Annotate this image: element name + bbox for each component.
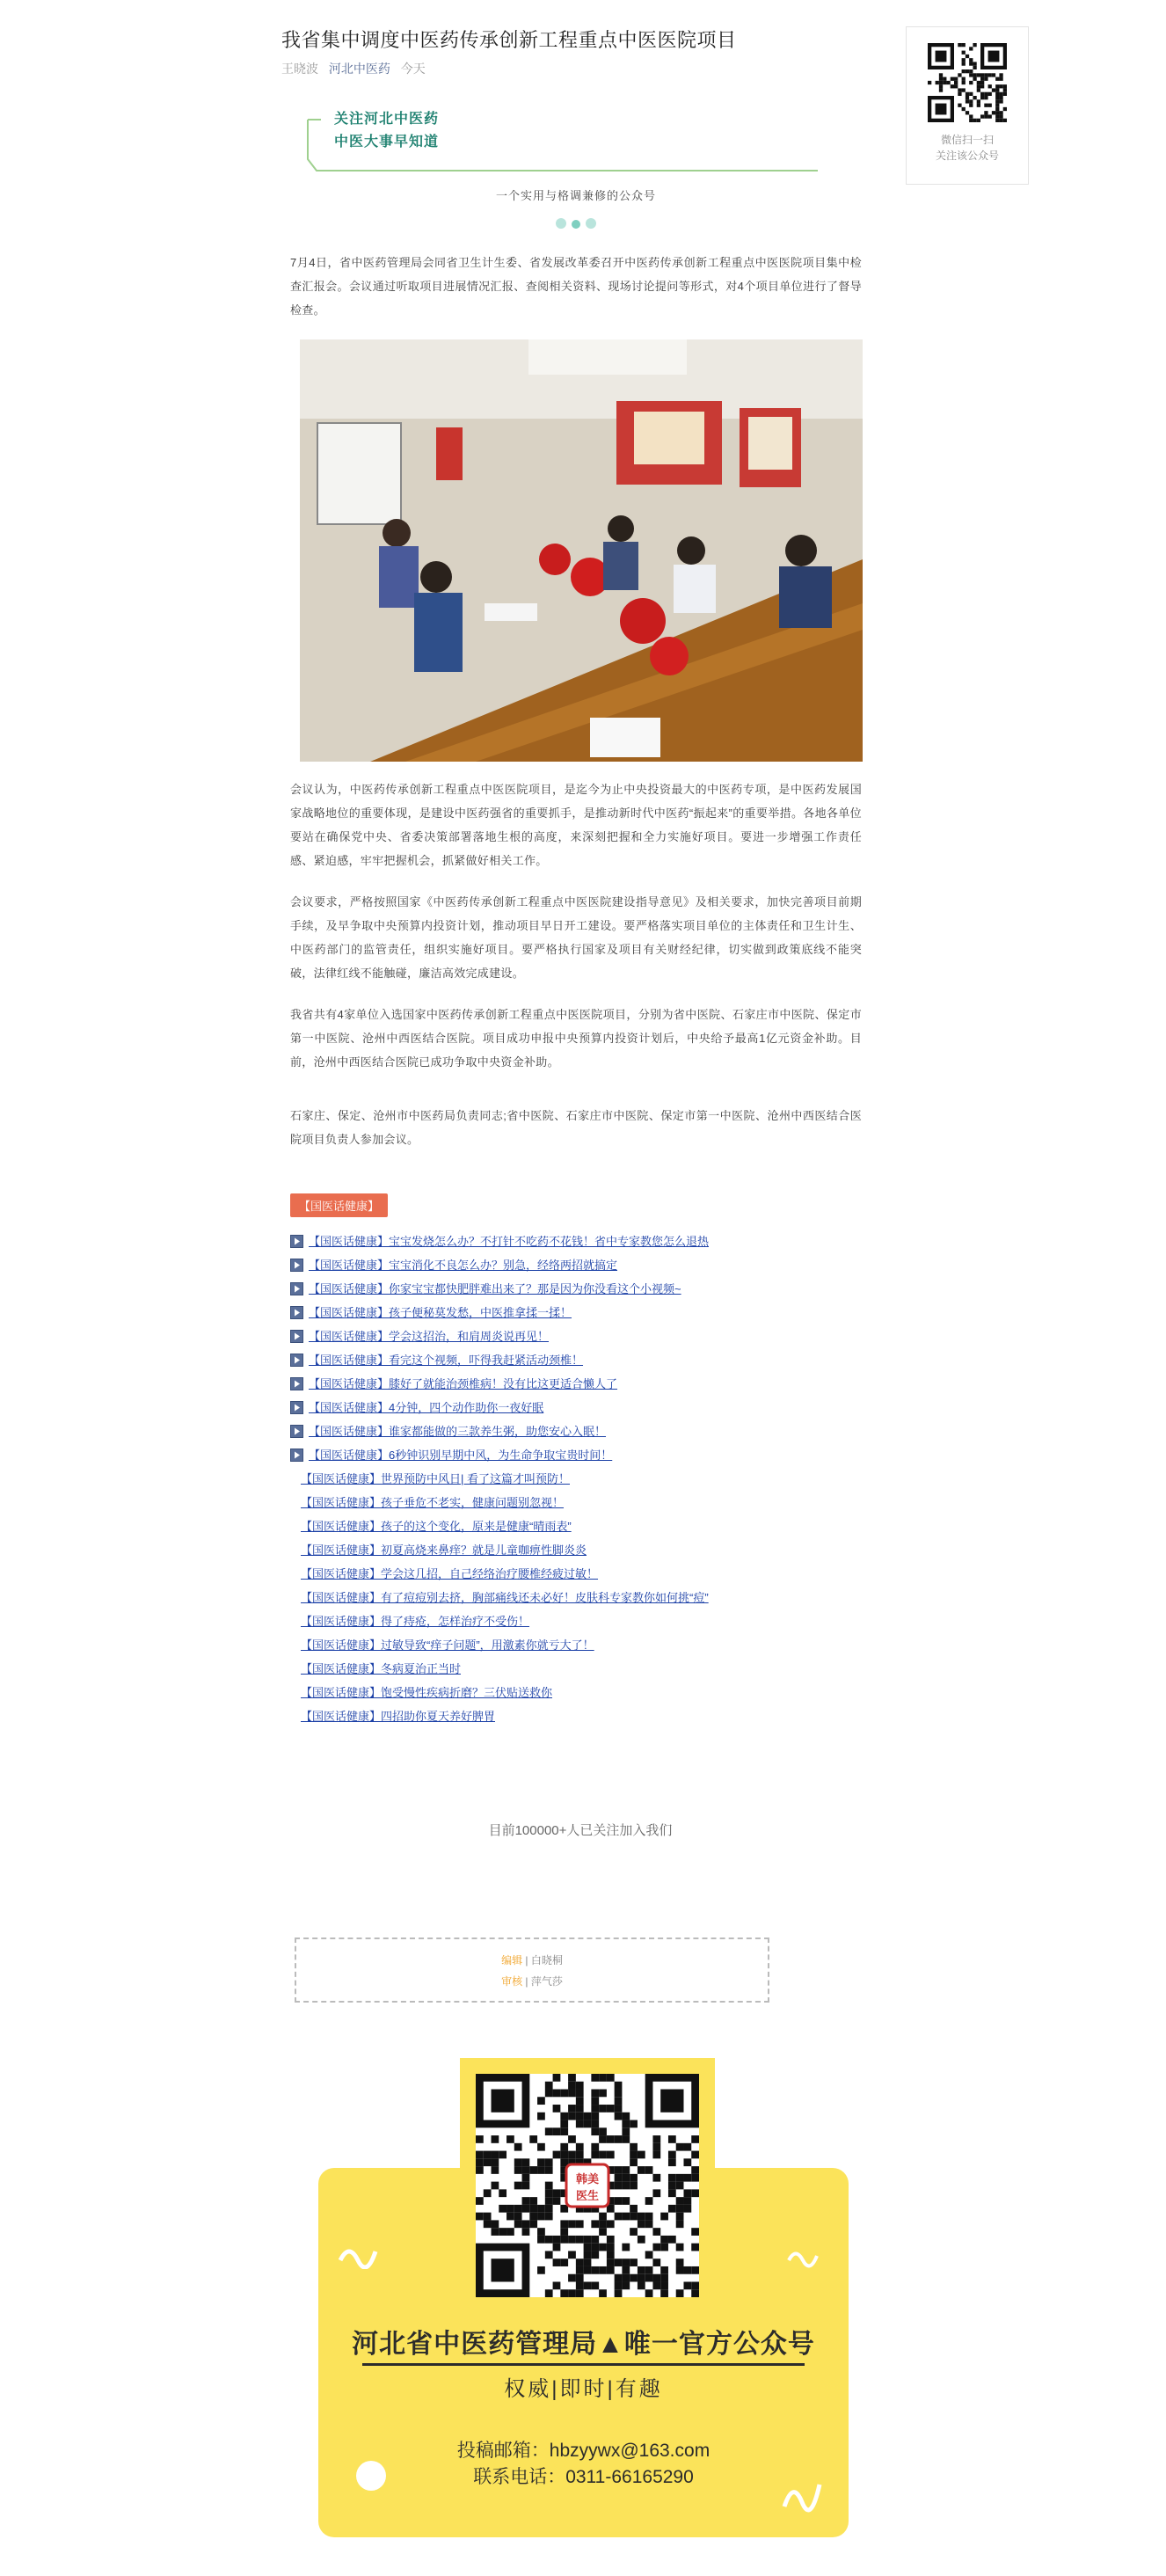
editor-value: 白晓桐 xyxy=(530,1954,563,1967)
footer-email[interactable]: 投稿邮箱：hbzyywx@163.com xyxy=(456,2441,711,2461)
play-icon xyxy=(290,1425,303,1438)
related-link[interactable] xyxy=(290,1324,871,1348)
related-link[interactable] xyxy=(290,1586,871,1609)
footer-subtitle: 权威|即时|有趣 xyxy=(504,2377,663,2401)
meeting-photo[interactable] xyxy=(300,339,863,762)
svg-text:医生: 医生 xyxy=(575,2190,600,2203)
related-link[interactable] xyxy=(290,1562,871,1586)
related-link[interactable] xyxy=(290,1657,871,1681)
related-link-text: 【国医话健康】学会这几招，自己经络治疗腰椎经疲过敏！ xyxy=(301,1567,599,1580)
footer-phone[interactable]: 联系电话：0311-66165290 xyxy=(473,2467,694,2487)
related-link-text: 【国医话健康】冬病夏治正当时 xyxy=(301,1662,462,1675)
related-links xyxy=(290,1230,871,1728)
related-link[interactable] xyxy=(290,1633,871,1657)
related-link[interactable] xyxy=(290,1681,871,1704)
qr-caption-2: 关注该公众号 xyxy=(935,150,999,162)
article-meta xyxy=(281,60,871,77)
related-link-text: 【国医话健康】学会这招治，和肩周炎说再见！ xyxy=(309,1330,550,1343)
related-link[interactable] xyxy=(290,1301,871,1324)
related-link[interactable] xyxy=(290,1491,871,1514)
seal-icon xyxy=(565,2163,610,2208)
related-link[interactable] xyxy=(290,1538,871,1562)
related-link-text: 【国医话健康】初夏高烧来鼻痒？就是儿童咖痹性脚炎炎 xyxy=(301,1543,587,1557)
squiggle-icon xyxy=(336,2234,380,2269)
related-link[interactable] xyxy=(290,1419,871,1443)
footer-qr-frame xyxy=(460,2058,715,2313)
related-link-text: 【国医话健康】你家宝宝都快肥胖难出来了？那是因为你没看这个小视频~ xyxy=(309,1282,681,1295)
related-link-text: 【国医话健康】6秒钟识别早期中风，为生命争取宝贵时间！ xyxy=(309,1449,613,1462)
squiggle-icon xyxy=(784,2243,820,2269)
banner-subtitle: 一个实用与格调兼修的公众号 xyxy=(495,189,656,202)
related-link-text: 【国医话健康】4分钟，四个动作助你一夜好眠 xyxy=(309,1401,544,1414)
play-icon xyxy=(290,1306,303,1319)
author-name: 王晓波 xyxy=(281,62,318,76)
related-link-text: 【国医话健康】谁家都能做的三款养生粥，助您安心入眠！ xyxy=(309,1425,607,1438)
play-icon xyxy=(290,1259,303,1272)
paragraph-5: 石家庄、保定、沧州市中医药局负责同志;省中医院、石家庄市中医院、保定市第一中医院、沧州中西医结合医院项目负责人参加会议。 xyxy=(290,1109,862,1146)
footer-rule xyxy=(362,2363,805,2366)
banner-line2: 中医大事早知道 xyxy=(334,135,440,150)
editor-line: 编辑 | 白晓桐 xyxy=(501,1954,563,1967)
related-link-text: 【国医话健康】过敏导致“痒子问题”，用激素你就亏大了！ xyxy=(301,1638,594,1652)
related-link-text: 【国医话健康】世界预防中风日| 看了这篇才叫预防！ xyxy=(301,1472,570,1485)
review-value: 萍气莎 xyxy=(530,1975,563,1988)
related-link-text: 【国医话健康】宝宝发烧怎么办？不打针不吃药不花钱！省中专家教您怎么退热 xyxy=(309,1235,710,1248)
play-icon xyxy=(290,1377,303,1390)
editor-key: 编辑 xyxy=(501,1954,523,1967)
article xyxy=(281,26,871,1728)
related-link-text: 【国医话健康】孩子垂危不老实，健康问题别忽视！ xyxy=(301,1496,565,1509)
related-link[interactable] xyxy=(290,1277,871,1301)
related-link[interactable] xyxy=(290,1704,871,1728)
related-link-text: 【国医话健康】四招助你夏天养好脾胃 xyxy=(301,1710,496,1723)
paragraph-3: 会议要求，严格按照国家《中医药传承创新工程重点中医医院建设指导意见》及相关要求，加快完善项目前期手续，及早争取中央预算内投资计划，推动项目早日开工建设。要严格落实项目单位的主体责任和卫生计生、中医药部门的监管责任，组织实施好项目。要严格执行国家及项目有关财经纪律，切实做到政策底线不能突破，法律红线不能触碰，廉洁高效完成建设。 xyxy=(290,895,862,980)
section-tag: 【国医话健康】 xyxy=(290,1193,388,1217)
play-icon xyxy=(290,1354,303,1367)
related-link-text: 【国医话健康】宝宝消化不良怎么办？别急，经络两招就搞定 xyxy=(309,1259,618,1272)
qr-caption-1: 微信扫一扫 xyxy=(940,134,994,146)
play-icon xyxy=(290,1449,303,1462)
related-link[interactable] xyxy=(290,1443,871,1467)
related-link-text: 【国医话健康】孩子便秘莫发愁，中医推拿揉一揉！ xyxy=(309,1306,572,1319)
play-icon xyxy=(290,1330,303,1343)
article-title: 我省集中调度中医药传承创新工程重点中医医院项目 xyxy=(281,29,737,51)
related-link-text: 【国医话健康】有了痘痘别去挤，胸部痛线还未必好！皮肤科专家教你如何挑“痘” xyxy=(301,1591,709,1604)
paragraph-2: 会议认为，中医药传承创新工程重点中医医院项目，是迄今为止中央投资最大的中医药专项，是中医药发展国家战略地位的重要体现，是建设中医药强省的重要抓手，是推动新时代中医药“振起来”的重要举措。各地各单位要站在确保党中央、省委决策部署落地生根的高度，来深刻把握和全力实施好项目。要进一步增强工作责任感、紧迫感，牢牢把握机会，抓紧做好相关工作。 xyxy=(290,783,862,867)
paragraph-1: 7月4日，省中医药管理局会同省卫生计生委、省发展改革委召开中医药传承创新工程重点中医医院项目集中检查汇报会。会议通过听取项目进展情况汇报、查阅相关资料、现场讨论提问等形式，对4个项目单位进行了督导检查。 xyxy=(290,256,862,317)
play-icon xyxy=(290,1235,303,1248)
review-line: 审核 | 萍气莎 xyxy=(501,1975,563,1988)
paragraph-4: 我省共有4家单位入选国家中医药传承创新工程重点中医医院项目，分别为省中医院、石家庄市中医院、保定市第一中医院、沧州中西医结合医院。项目成功申报中央预算内投资计划后，中央给予最高1亿元资金补助。目前，沧州中西医结合医院已成功争取中央资金补助。 xyxy=(290,1008,862,1069)
follow-banner xyxy=(299,102,827,181)
related-link[interactable] xyxy=(290,1514,871,1538)
related-link-text: 【国医话健康】得了痔疮，怎样治疗不受伤！ xyxy=(301,1615,530,1628)
svg-text:韩美: 韩美 xyxy=(575,2173,600,2186)
related-link[interactable] xyxy=(290,1467,871,1491)
related-link-text: 【国医话健康】孩子的这个变化，原来是健康“晴雨表” xyxy=(301,1520,572,1533)
banner-line1: 关注河北中医药 xyxy=(334,112,440,127)
related-link[interactable] xyxy=(290,1230,871,1253)
qr-code-icon xyxy=(928,43,1007,122)
review-key: 审核 xyxy=(501,1975,523,1988)
play-icon xyxy=(290,1401,303,1414)
related-link[interactable] xyxy=(290,1372,871,1396)
related-link[interactable] xyxy=(290,1396,871,1419)
footer-title: 河北省中医药管理局▲唯一官方公众号 xyxy=(352,2330,815,2359)
related-link[interactable] xyxy=(290,1253,871,1277)
footer-card xyxy=(318,2058,849,2537)
footer-qr xyxy=(476,2074,699,2297)
side-qr-panel xyxy=(906,26,1029,185)
related-link[interactable] xyxy=(290,1609,871,1633)
related-link-text: 【国医话健康】饱受慢性疾病折磨？三伏贴送救你 xyxy=(301,1686,553,1699)
account-link[interactable]: 河北中医药 xyxy=(328,62,390,76)
dot-icon xyxy=(586,218,596,229)
related-link-text: 【国医话健康】膝好了就能治颈椎病！没有比这更适合懒人了 xyxy=(309,1377,618,1390)
dots-divider xyxy=(281,217,871,233)
related-link[interactable] xyxy=(290,1348,871,1372)
dot-icon xyxy=(556,218,566,229)
follower-count: 目前100000+人已关注加入我们 xyxy=(488,1823,673,1838)
dot-icon xyxy=(572,220,580,229)
publish-date: 今天 xyxy=(400,62,426,76)
credits-box xyxy=(295,1937,769,2003)
play-icon xyxy=(290,1282,303,1295)
related-link-text: 【国医话健康】看完这个视频，吓得我赶紧活动颈椎！ xyxy=(309,1354,584,1367)
